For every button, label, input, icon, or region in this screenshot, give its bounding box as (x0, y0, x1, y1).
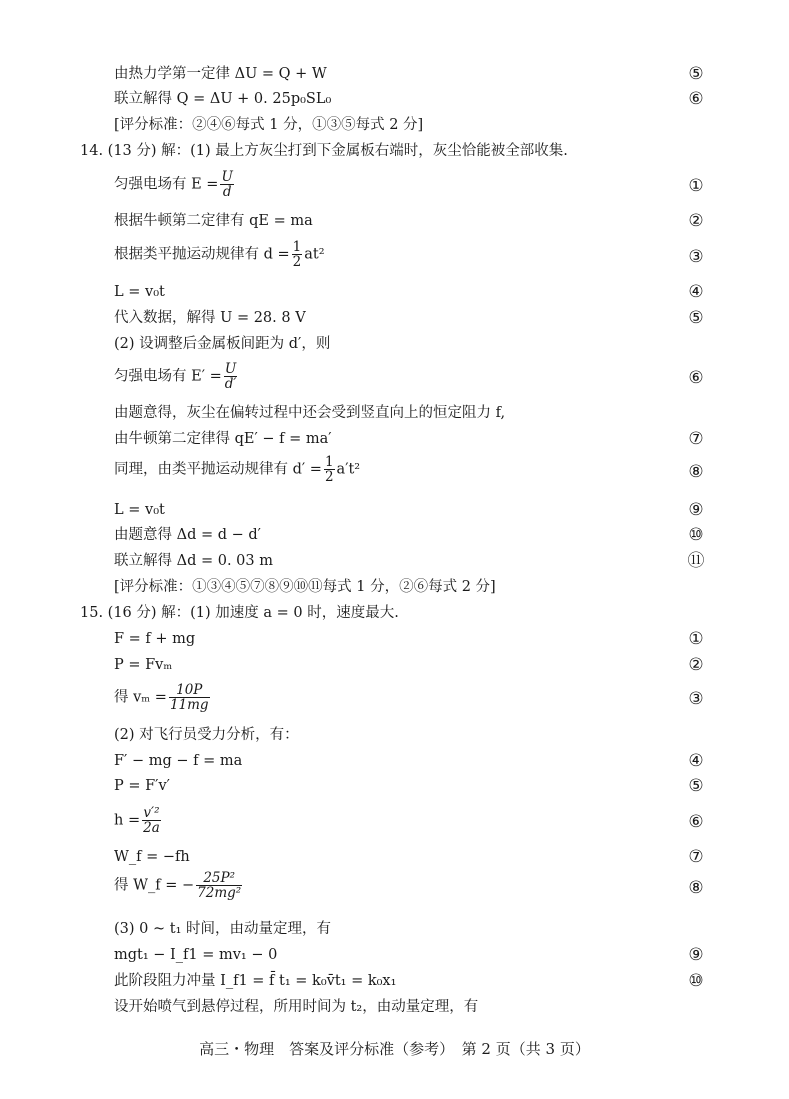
equation-line: mgt₁ − I_f1 = mv₁ − 0 (114, 947, 278, 963)
equation-number: ⑦ (688, 429, 704, 449)
equation-line: 此阶段阻力冲量 I_f1 = f̄ t₁ = k₀v̄t₁ = k₀x₁ (114, 973, 397, 989)
equation-line: 联立解得 Δd = 0. 03 m (114, 553, 273, 569)
sub-question: (2) 设调整后金属板间距为 d′，则 (114, 336, 331, 352)
fraction: $\frac{U}{d'}$ (224, 361, 237, 392)
sub-question: (3) 0 ~ t₁ 时间，由动量定理，有 (114, 921, 331, 937)
equation-line: 由题意得 Δd = d − d′ (114, 527, 261, 543)
equation-number: ② (688, 655, 704, 675)
equation-line: L = v₀t (114, 502, 165, 518)
text-line: 由题意得，灰尘在偏转过程中还会受到竖直向上的恒定阻力 f, (114, 405, 506, 421)
equation-line: P = Fvₘ (114, 657, 173, 673)
text-line: 设开始喷气到悬停过程，所用时间为 t₂，由动量定理，有 (114, 999, 479, 1015)
equation-number: ⑩ (688, 525, 704, 545)
equation-number: ④ (688, 751, 704, 771)
equation-number: ⑨ (688, 945, 704, 965)
equation-line: 代入数据，解得 U = 28. 8 V (114, 310, 306, 326)
equation-line: P = F′v′ (114, 778, 170, 794)
equation-number: ⑥ (688, 89, 704, 109)
equation-line: 得 W_f = − $\frac{\text{25P²}}{\text{72mg²}}$ (114, 870, 242, 901)
equation-number: ③ (688, 689, 704, 709)
equation-line: 根据类平抛运动规律有 d = $\frac{1}{2}$ at² (114, 239, 325, 270)
equation-number: ③ (688, 247, 704, 267)
fraction: $\frac{1}{2}$ (292, 239, 302, 270)
fraction: $\frac{1}{2}$ (324, 454, 334, 485)
equation-number: ⑥ (688, 812, 704, 832)
page-footer: 高三・物理 答案及评分标准（参考） 第 2 页（共 3 页） (199, 1040, 590, 1058)
equation-number: ② (688, 211, 704, 231)
equation-line: 匀强电场有 E′ = $\frac{U}{d'}$ (114, 361, 237, 392)
equation-number: ⑥ (688, 368, 704, 388)
equation-line: F′ − mg − f = ma (114, 753, 243, 769)
fraction: $\frac{\text{v′²}}{2a}$ (143, 805, 160, 836)
equation-number: ⑤ (688, 776, 704, 796)
scoring-note: [评分标准：②④⑥每式 1 分，①③⑤每式 2 分] (114, 117, 424, 133)
question-heading: 15. (16 分) 解：(1) 加速度 a = 0 时，速度最大. (80, 605, 399, 621)
question-heading: 14. (13 分) 解：(1) 最上方灰尘打到下金属板右端时，灰尘恰能被全部收集. (80, 143, 568, 159)
equation-line: 由热力学第一定律 ΔU = Q + W (114, 66, 327, 82)
equation-line: h = $\frac{\text{v′²}}{2a}$ (114, 805, 160, 836)
equation-line: W_f = −fh (114, 849, 190, 865)
sub-question: (2) 对飞行员受力分析，有： (114, 727, 299, 743)
equation-number: ⑩ (688, 971, 704, 991)
equation-number: ⑤ (688, 308, 704, 328)
equation-line: 得 vₘ = $\frac{10P}{11mg}$ (114, 682, 209, 713)
equation-number: ① (688, 176, 704, 196)
fraction: $\frac{\text{25P²}}{\text{72mg²}}$ (197, 870, 242, 901)
equation-line: 匀强电场有 E = $\frac{U}{d}$ (114, 169, 233, 200)
equation-number: ⑨ (688, 500, 704, 520)
equation-number: ⑧ (688, 462, 704, 482)
equation-line: L = v₀t (114, 284, 165, 300)
equation-number: ④ (688, 282, 704, 302)
fraction: $\frac{U}{d}$ (221, 169, 233, 200)
fraction: $\frac{10P}{11mg}$ (169, 682, 209, 713)
equation-number: ① (688, 629, 704, 649)
equation-line: F = f + mg (114, 631, 196, 647)
equation-line: 根据牛顿第二定律有 qE = ma (114, 213, 313, 229)
equation-line: 联立解得 Q = ΔU + 0. 25p₀SL₀ (114, 91, 332, 107)
equation-number: ⑦ (688, 847, 704, 867)
scoring-note: [评分标准：①③④⑤⑦⑧⑨⑩⑪每式 1 分，②⑥每式 2 分] (114, 579, 496, 595)
equation-line: 由牛顿第二定律得 qE′ − f = ma′ (114, 431, 332, 447)
equation-number: ⑧ (688, 878, 704, 898)
equation-line: 同理，由类平抛运动规律有 d′ = $\frac{1}{2}$ a′t² (114, 454, 361, 485)
equation-number: ⑤ (688, 64, 704, 84)
equation-number: ⑪ (687, 551, 705, 571)
